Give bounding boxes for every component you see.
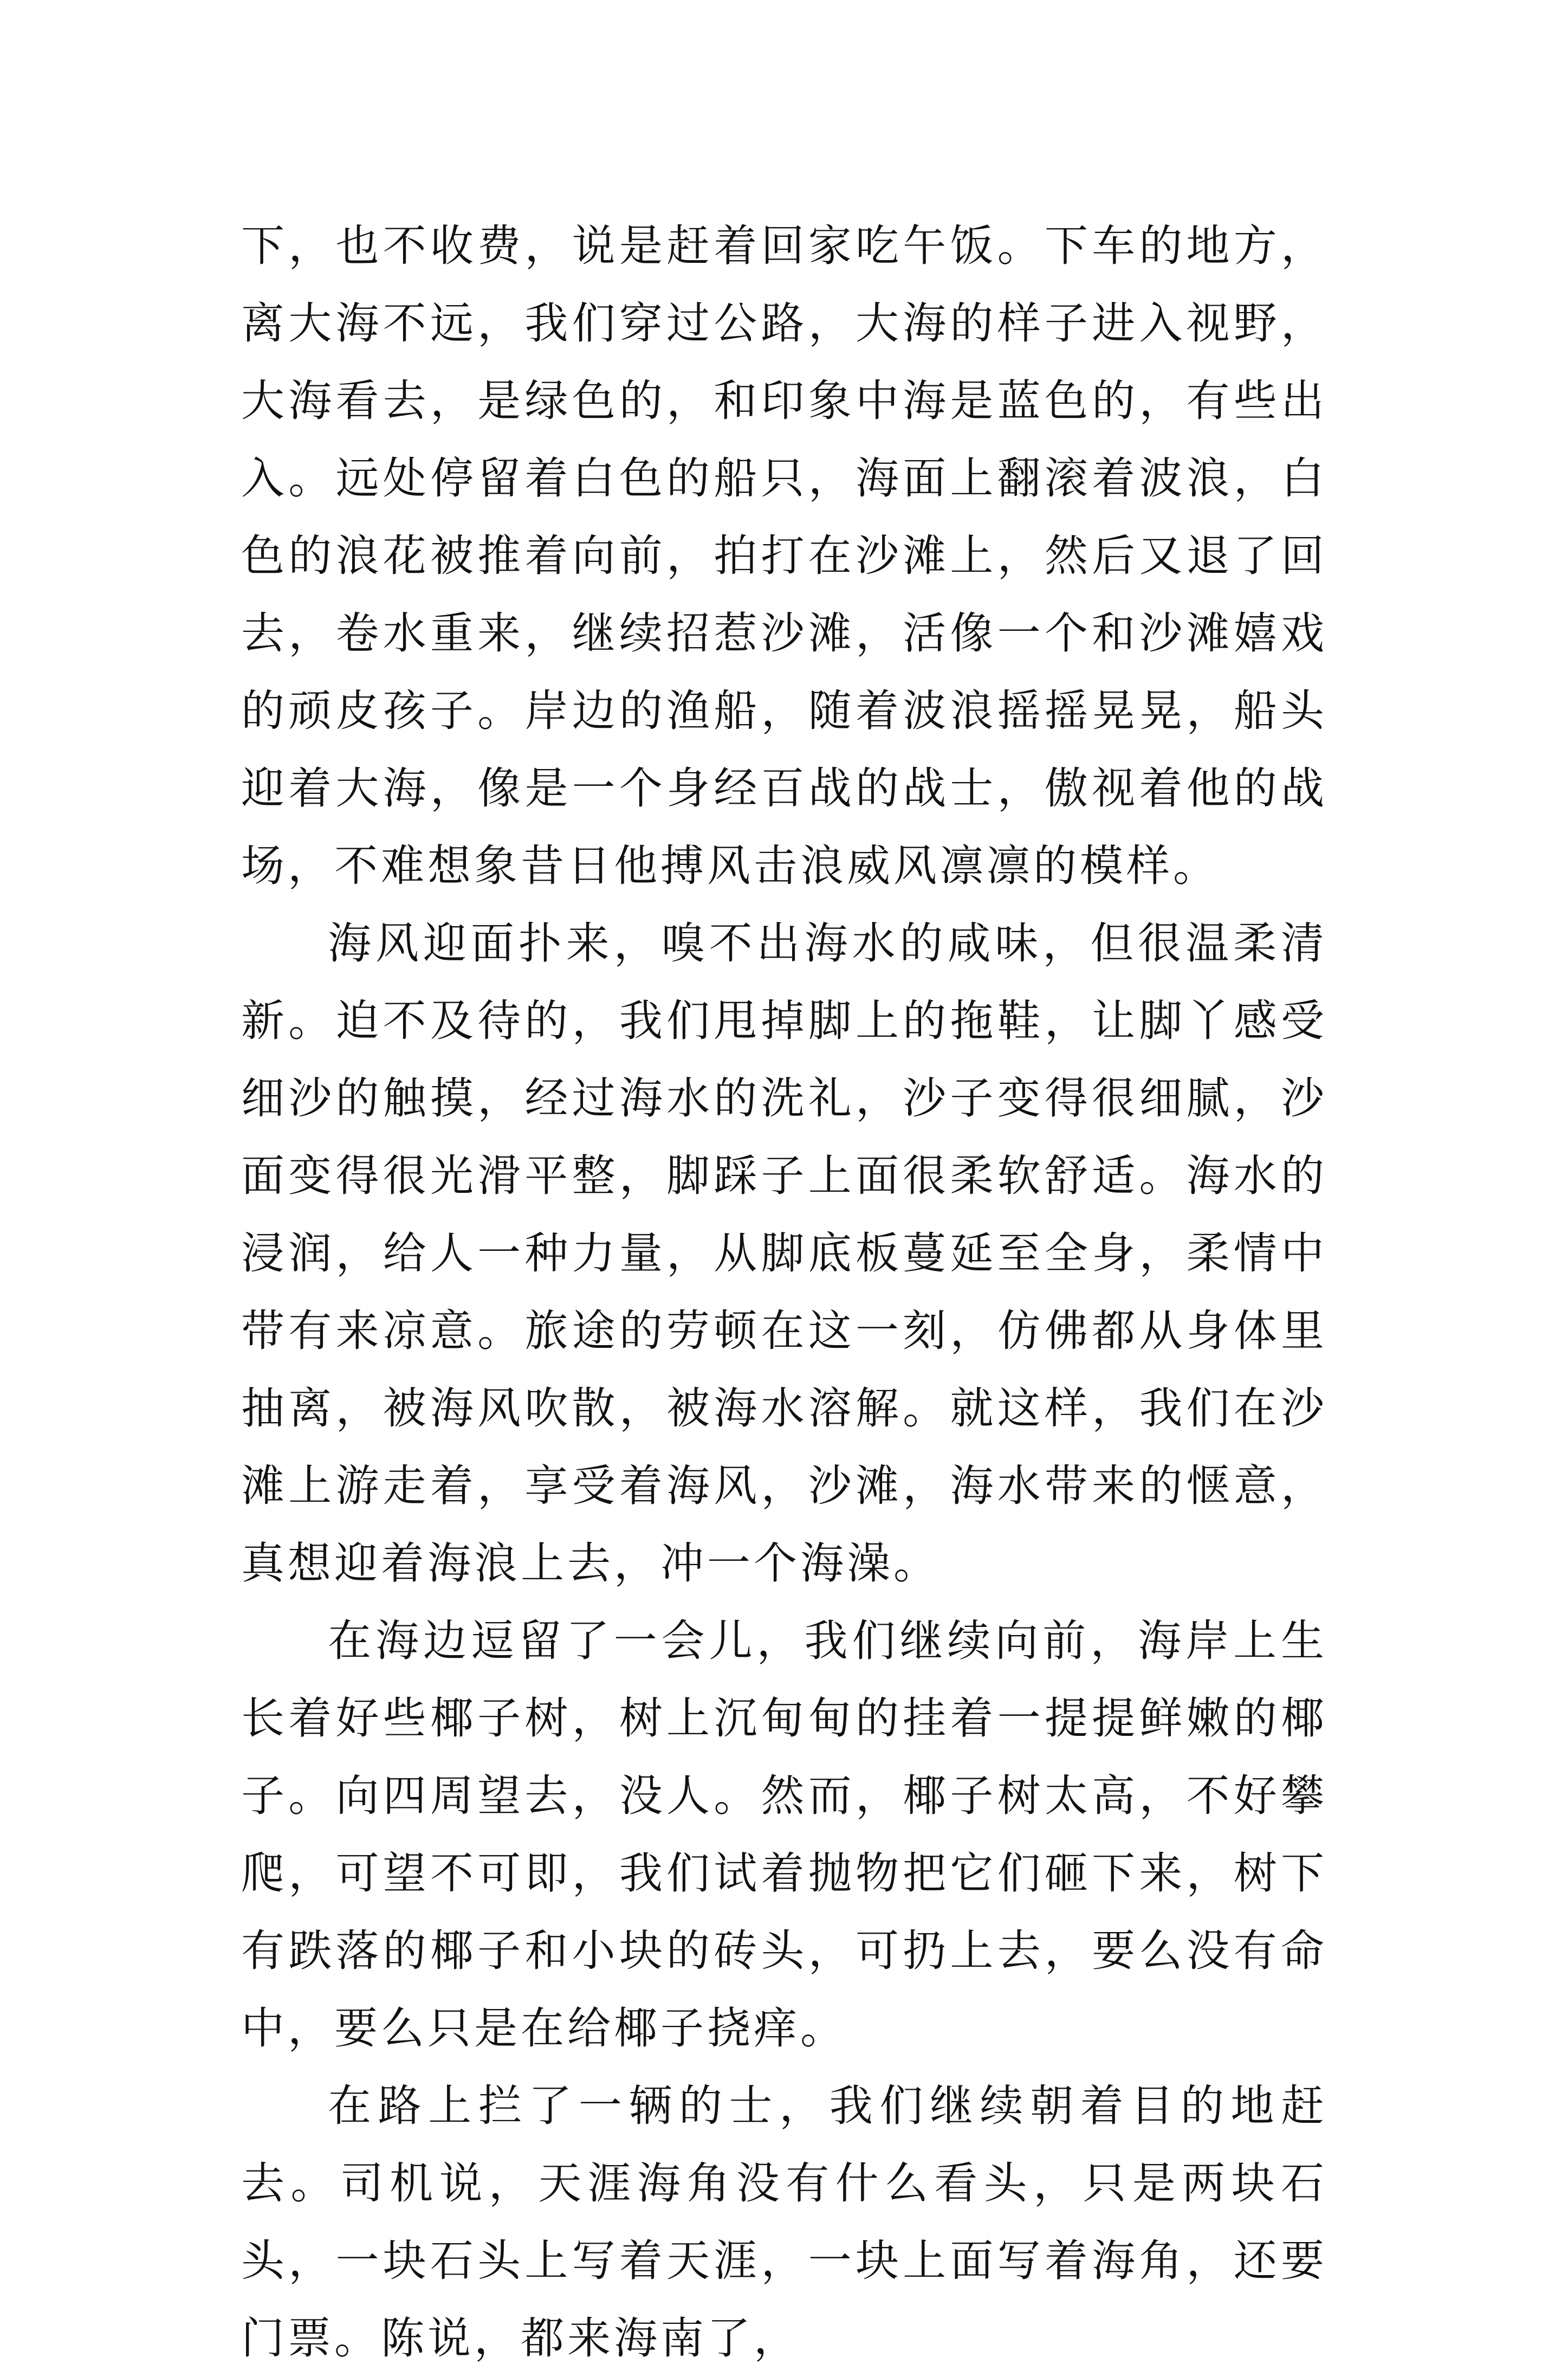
paragraph-4: 在路上拦了一辆的士，我们继续朝着目的地赶去。司机说，天涯海角没有什么看头，只是两块石头，一块石头上写着天涯，一块上面写着海角，还要门票。陈说，都来海南了， [241, 2081, 1327, 2363]
paragraph-1: 下，也不收费，说是赶着回家吃午饭。下车的地方，离大海不远，我们穿过公路，大海的样子进入视野，大海看去，是绿色的，和印象中海是蓝色的，有些出入。远处停留着白色的船只，海面上翻滚着波浪，白色的浪花被推着向前，拍打在沙滩上，然后又退了回去，卷水重来，继续招惹沙滩，活像一个和沙滩嬉戏的顽皮孩子。岸边的渔船，随着波浪摇摇晃晃，船头迎着大海，像是一个身经百战的战士，傲视着他的战场，不难想象昔日他搏风击浪威风凛凛的模样。 [241, 221, 1327, 891]
paragraph-3: 在海边逗留了一会儿，我们继续向前，海岸上生长着好些椰子树，树上沉甸甸的挂着一提提鲜嫩的椰子。向四周望去，没人。然而，椰子树太高，不好攀爬，可望不可即，我们试着抛物把它们砸下来，树下有跌落的椰子和小块的砖头，可扔上去，要么没有命中，要么只是在给椰子挠痒。 [241, 1616, 1327, 2053]
paragraph-2: 海风迎面扑来，嗅不出海水的咸味，但很温柔清新。迫不及待的，我们甩掉脚上的拖鞋，让脚丫感受细沙的触摸，经过海水的洗礼，沙子变得很细腻，沙面变得很光滑平整，脚踩子上面很柔软舒适。海水的浸润，给人一种力量，从脚底板蔓延至全身，柔情中带有来凉意。旅途的劳顿在这一刻，仿佛都从身体里抽离，被海风吹散，被海水溶解。就这样，我们在沙滩上游走着，享受着海风，沙滩，海水带来的惬意，真想迎着海浪上去，冲一个海澡。 [241, 918, 1327, 1588]
body-text [241, 207, 1327, 2377]
